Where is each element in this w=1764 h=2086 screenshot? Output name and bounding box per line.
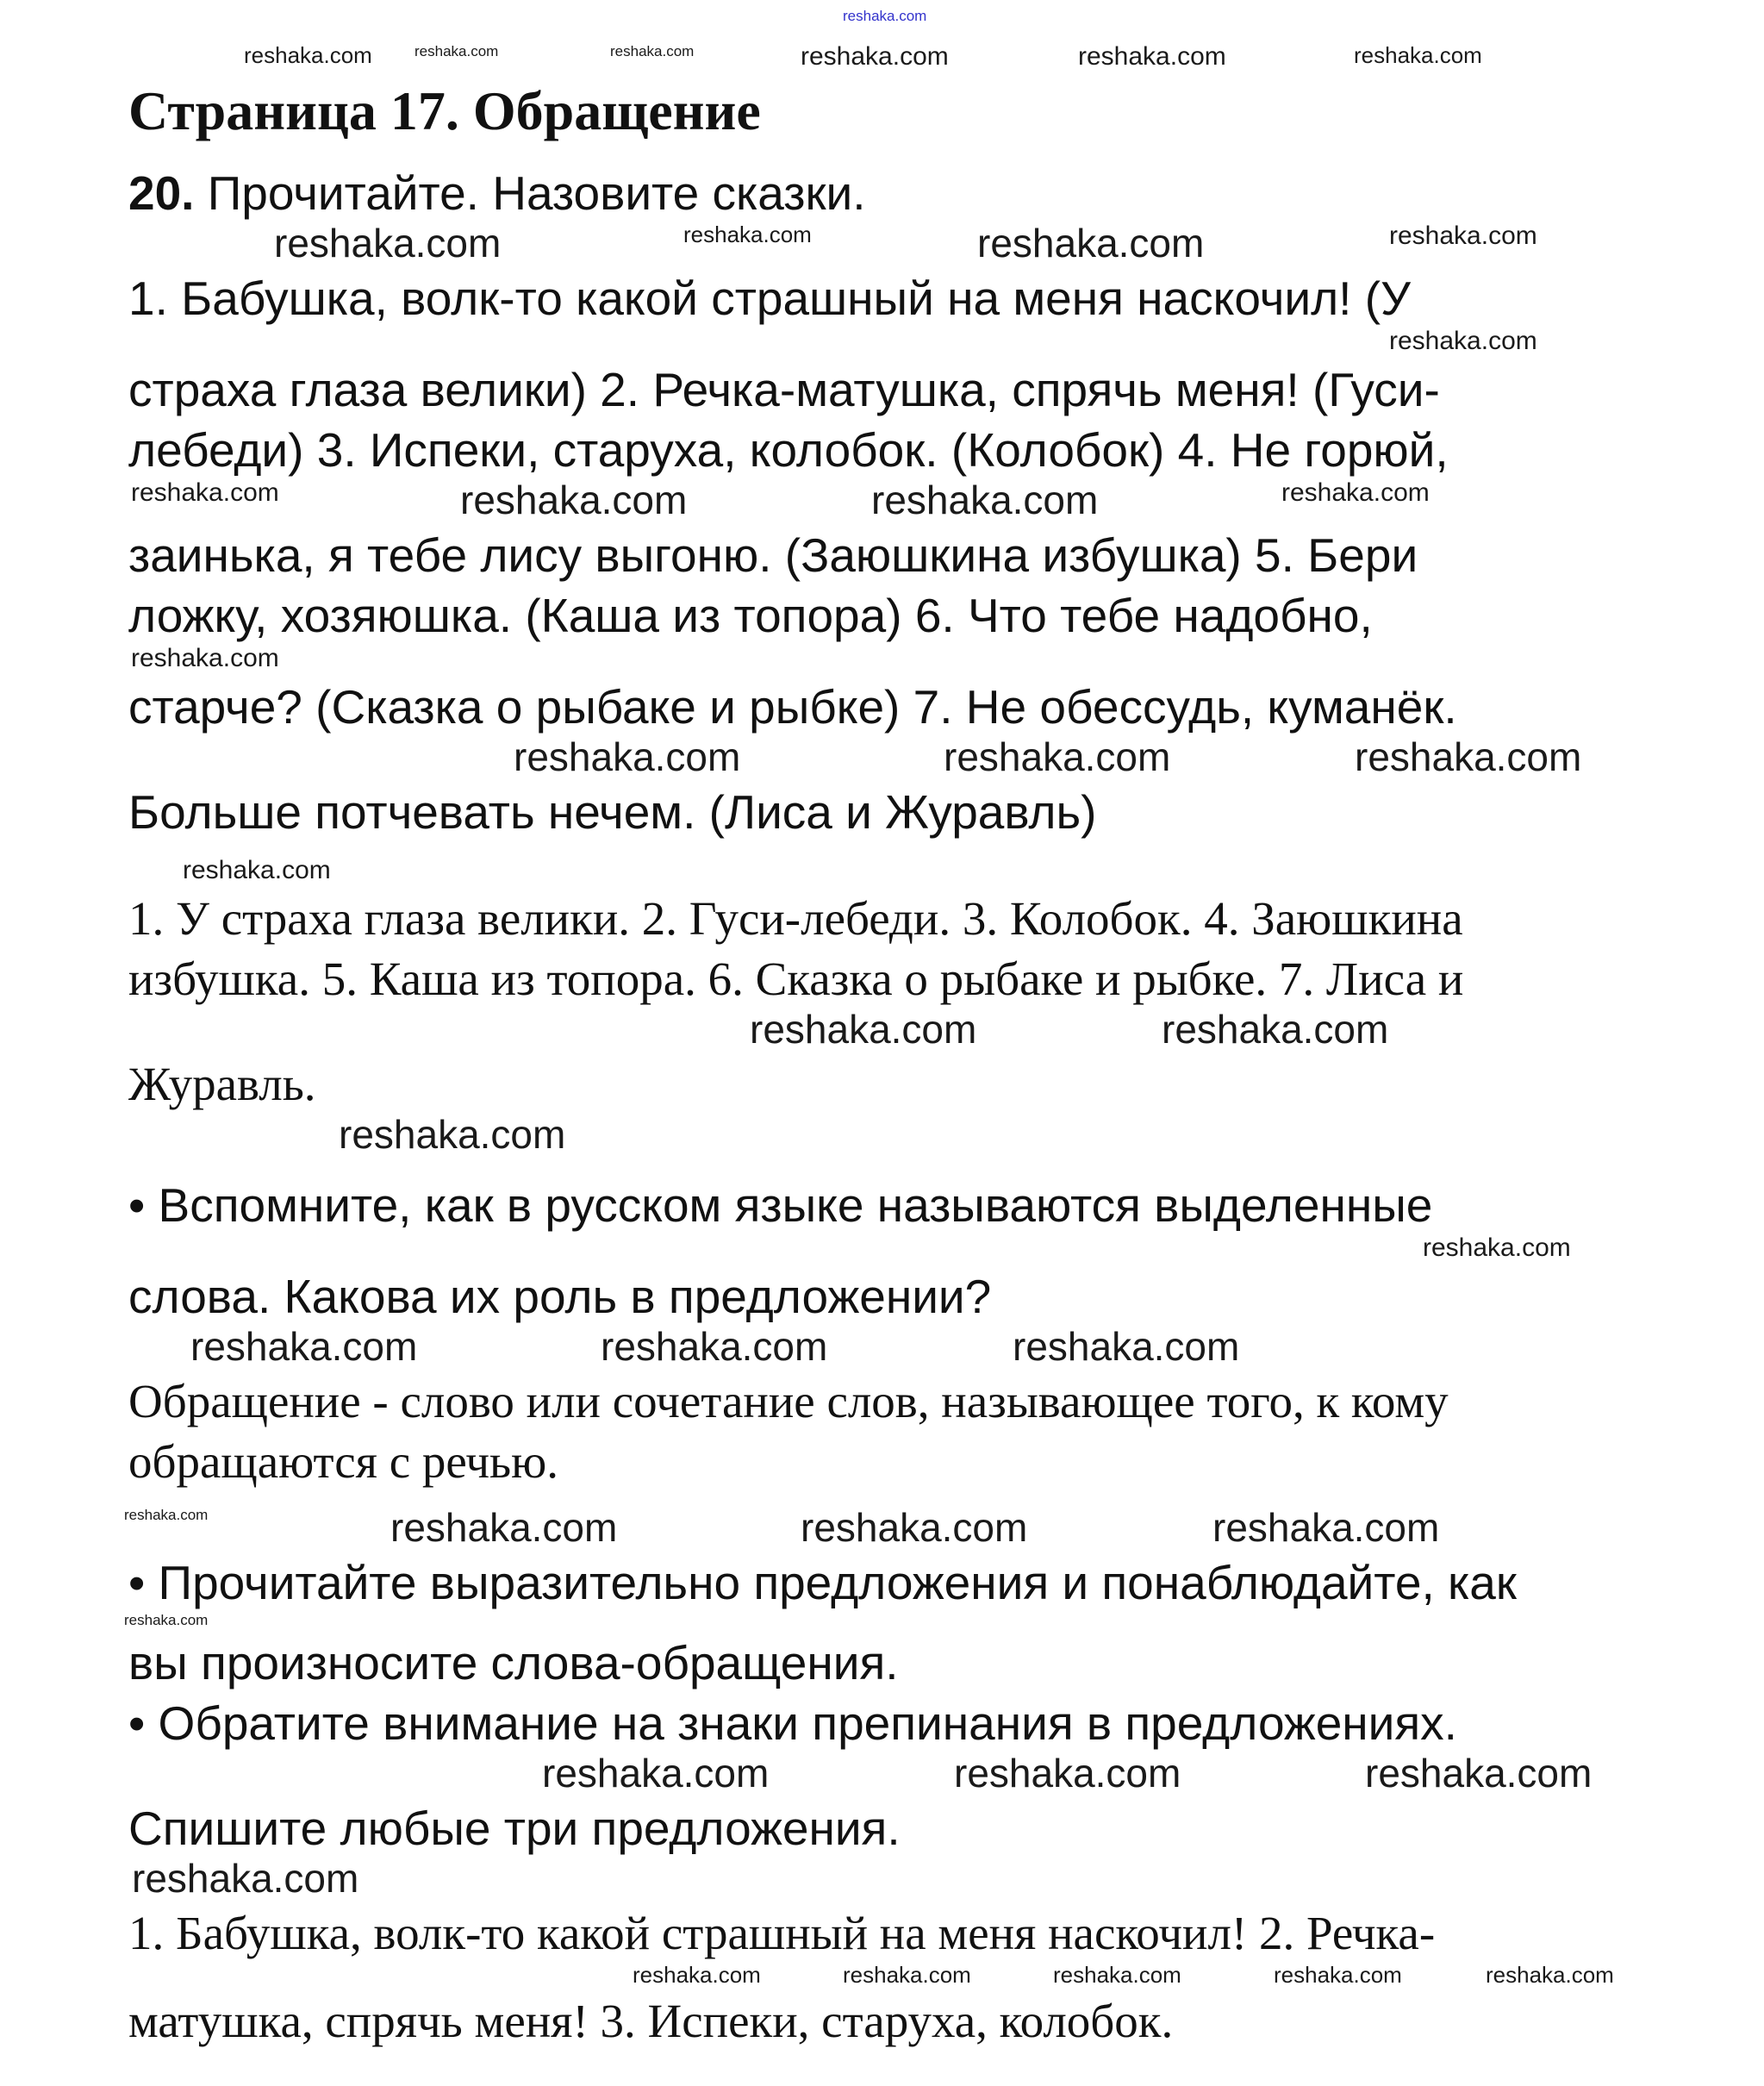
question-line: • Прочитайте выразительно предложения и понаблюдайте, как — [128, 1556, 1517, 1609]
watermark-row — [0, 328, 1764, 359]
watermark-row — [0, 223, 1764, 268]
question-line: слова. Какова их роль в предложении? — [128, 1270, 992, 1323]
watermark: reshaka.com — [1212, 1505, 1440, 1550]
watermark: reshaka.com — [124, 1612, 209, 1628]
answer-line: избушка. 5. Каша из топора. 6. Сказка о рыбаке и рыбке. 7. Лиса и — [128, 952, 1464, 1005]
watermark-row — [0, 1324, 1764, 1371]
watermark: reshaka.com — [750, 1007, 977, 1052]
watermark-row — [0, 1964, 1764, 1991]
watermark: reshaka.com — [843, 8, 927, 24]
text-line: Больше потчевать нечем. (Лиса и Журавль) — [128, 785, 1097, 839]
watermark-row — [0, 1613, 1764, 1633]
watermark-row — [0, 1505, 1764, 1552]
text-line: 1. Бабушка, волк-то какой страшный на меня наскочил! (У — [128, 272, 1411, 325]
watermark: reshaka.com — [1389, 327, 1537, 355]
answer-line: Обращение - слово или сочетание слов, называющее того, к кому — [128, 1375, 1449, 1427]
watermark: reshaka.com — [244, 42, 372, 68]
exercise-task: Прочитайте. Назовите сказки. — [194, 166, 866, 220]
watermark: reshaka.com — [132, 1856, 359, 1901]
question-line: • Вспомните, как в русском языке называются выделенные — [128, 1178, 1433, 1232]
watermark: reshaka.com — [1355, 734, 1582, 779]
watermark: reshaka.com — [1274, 1962, 1402, 1988]
watermark-row — [0, 858, 1764, 889]
page-title: Страница 17. Обращение — [128, 80, 761, 141]
watermark: reshaka.com — [843, 1962, 971, 1988]
watermark-row — [0, 1858, 1764, 1903]
watermark: reshaka.com — [1423, 1233, 1571, 1262]
answer-line: 1. У страха глаза велики. 2. Гуси-лебеди. 3. Колобок. 4. Заюшкина — [128, 892, 1463, 945]
watermark: reshaka.com — [1354, 42, 1482, 68]
question-line: • Обратите внимание на знаки препинания в предложениях. — [128, 1696, 1457, 1750]
answer-line: обращаются с речью. — [128, 1435, 558, 1488]
watermark-row — [0, 646, 1764, 677]
watermark: reshaka.com — [460, 478, 688, 522]
exercise-number: 20. — [128, 166, 195, 220]
watermark: reshaka.com — [1365, 1751, 1593, 1796]
watermark: reshaka.com — [514, 734, 741, 779]
text-line: ложку, хозяюшка. (Каша из топора) 6. Что тебе надобно, — [128, 589, 1373, 642]
watermark: reshaka.com — [801, 1505, 1028, 1550]
watermark-row — [0, 734, 1764, 782]
question-line: Спишите любые три предложения. — [128, 1802, 901, 1855]
watermark: reshaka.com — [1162, 1007, 1389, 1052]
watermark-row — [0, 480, 1764, 525]
watermark: reshaka.com — [1013, 1324, 1240, 1369]
answer-line: матушка, спрячь меня! 3. Испеки, старуха, колобок. — [128, 1995, 1174, 2047]
watermark: reshaka.com — [131, 478, 279, 507]
watermark: reshaka.com — [390, 1505, 618, 1550]
watermark: reshaka.com — [339, 1112, 566, 1157]
watermark: reshaka.com — [415, 43, 499, 59]
watermark-row — [0, 1235, 1764, 1266]
text-line: страха глаза велики) 2. Речка-матушка, спрячь меня! (Гуси- — [128, 363, 1440, 416]
watermark: reshaka.com — [683, 222, 812, 247]
watermark: reshaka.com — [542, 1751, 770, 1796]
watermark: reshaka.com — [124, 1507, 209, 1523]
watermark: reshaka.com — [1281, 478, 1430, 507]
exercise-heading — [128, 163, 1764, 223]
watermark: reshaka.com — [274, 221, 502, 265]
text-line: старче? (Сказка о рыбаке и рыбке) 7. Не обессудь, куманёк. — [128, 680, 1457, 734]
watermark: reshaka.com — [601, 1324, 828, 1369]
watermark-row — [0, 1112, 1764, 1159]
answer-line: Журавль. — [128, 1058, 316, 1110]
watermark: reshaka.com — [871, 478, 1099, 522]
watermark: reshaka.com — [954, 1751, 1181, 1796]
watermark-row — [0, 1753, 1764, 1798]
watermark: reshaka.com — [183, 856, 331, 884]
watermark: reshaka.com — [1389, 222, 1537, 250]
watermark: reshaka.com — [1078, 42, 1226, 71]
watermark: reshaka.com — [944, 734, 1171, 779]
watermark-row — [0, 44, 1764, 75]
text-line: заинька, я тебе лису выгоню. (Заюшкина избушка) 5. Бери — [128, 528, 1418, 582]
watermark: reshaka.com — [1053, 1962, 1181, 1988]
answer-line: 1. Бабушка, волк-то какой страшный на меня наскочил! 2. Речка- — [128, 1907, 1436, 1959]
watermark: reshaka.com — [633, 1962, 761, 1988]
watermark: reshaka.com — [977, 221, 1205, 265]
watermark: reshaka.com — [801, 42, 949, 71]
watermark: reshaka.com — [610, 43, 695, 59]
watermark: reshaka.com — [190, 1324, 418, 1369]
watermark-row — [0, 1009, 1764, 1054]
question-line: вы произносите слова-обращения. — [128, 1636, 899, 1689]
watermark-row — [0, 9, 1764, 28]
text-line: лебеди) 3. Испеки, старуха, колобок. (Колобок) 4. Не горюй, — [128, 423, 1449, 477]
watermark: reshaka.com — [131, 644, 279, 672]
watermark: reshaka.com — [1486, 1962, 1614, 1988]
